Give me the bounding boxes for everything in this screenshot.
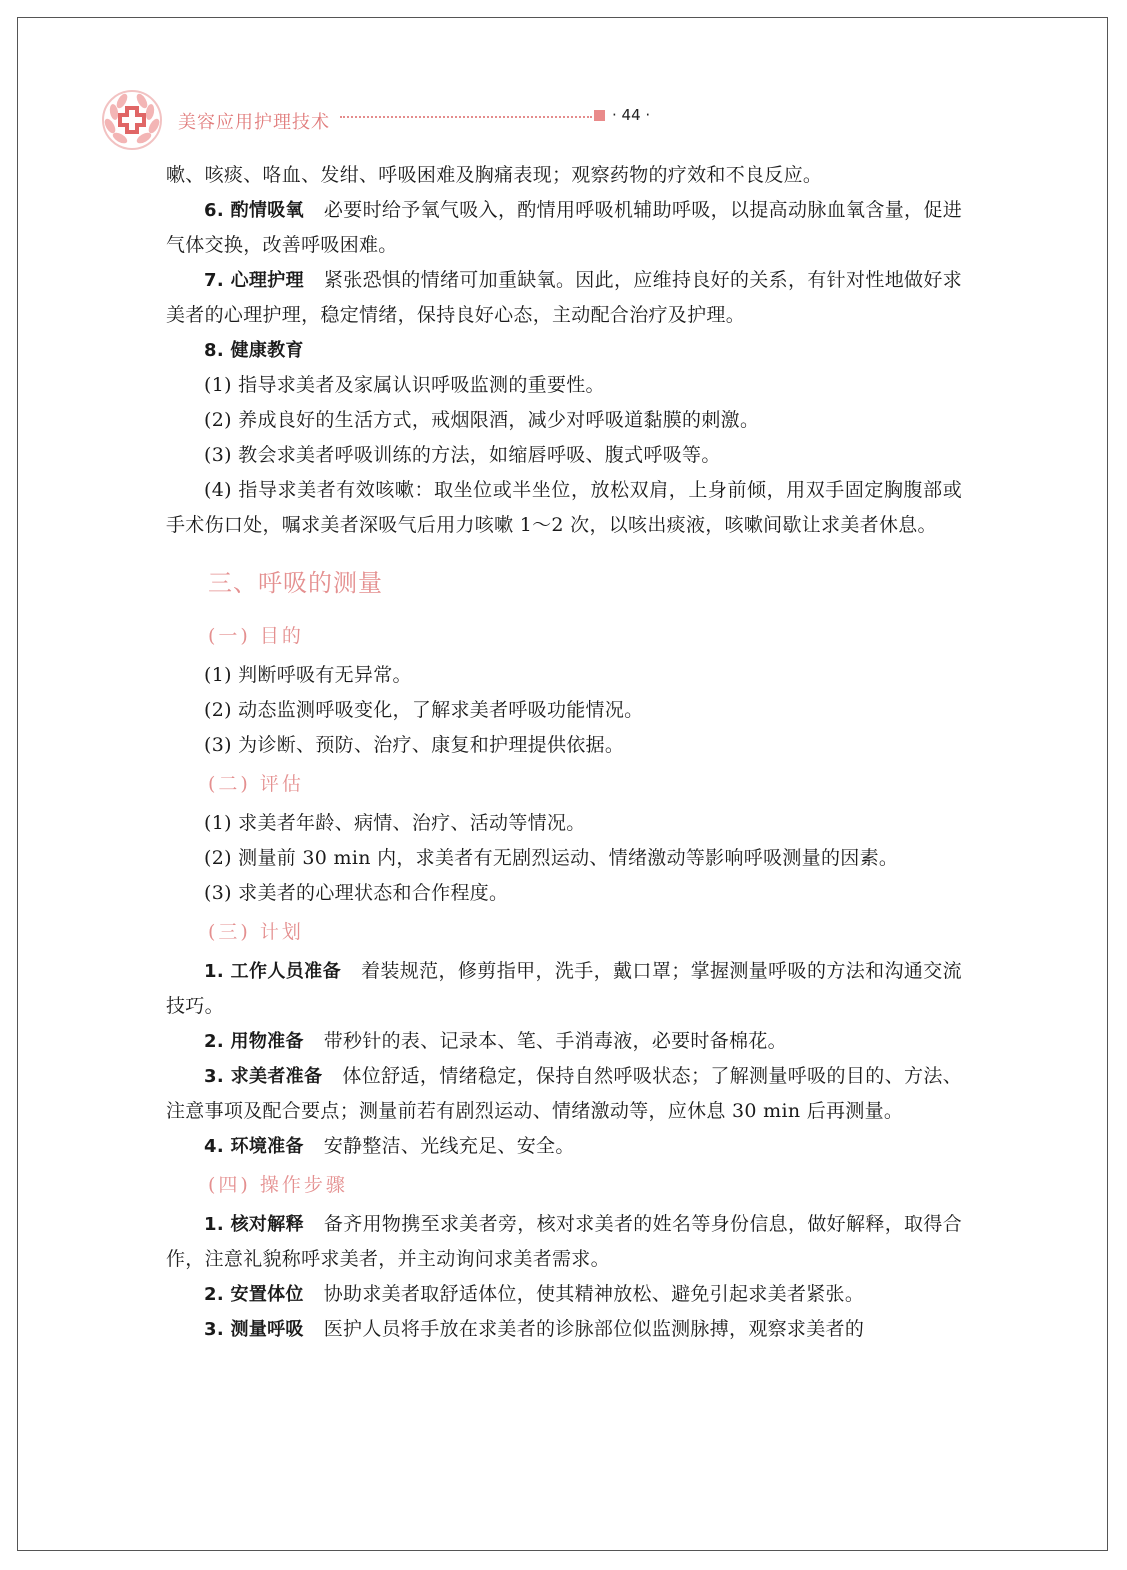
list-item: (2) 动态监测呼吸变化，了解求美者呼吸功能情况。 — [204, 699, 644, 721]
item-label: 7. 心理护理 — [204, 270, 304, 291]
item-text: 医护人员将手放在求美者的诊脉部位似监测脉搏，观察求美者的 — [323, 1318, 865, 1340]
item-label: 2. 安置体位 — [204, 1284, 304, 1305]
subsection-heading: (三) 计划 — [208, 921, 304, 943]
header-square-marker — [594, 110, 605, 121]
step-item — [166, 1277, 962, 1312]
list-item: (3) 求美者的心理状态和合作程度。 — [204, 882, 509, 904]
subsection-heading: (一) 目的 — [208, 625, 304, 647]
list-item: (2) 测量前 30 min 内，求美者有无剧烈运动、情绪激动等影响呼吸测量的因素。 — [204, 847, 899, 869]
step-item — [166, 1312, 962, 1347]
item-label: 8. 健康教育 — [204, 340, 304, 361]
item-oxygen — [166, 193, 962, 263]
item-label: 3. 测量呼吸 — [204, 1319, 304, 1340]
item-label: 1. 核对解释 — [204, 1214, 304, 1235]
item-text: 体位舒适，情绪稳定，保持自然呼吸状态；了解测量呼吸的目的、方法、注意事项及配合要点；测量前若有剧烈运动、情绪激动等，应休息 30 min 后再测量。 — [166, 1065, 963, 1122]
running-header — [100, 88, 651, 148]
plan-item — [166, 1059, 962, 1129]
paragraph: 嗽、咳痰、咯血、发绀、呼吸困难及胸痛表现；观察药物的疗效和不良反应。 — [166, 164, 823, 186]
item-health-education — [166, 333, 962, 368]
plan-item — [166, 1024, 962, 1059]
item-text: 着装规范，修剪指甲，洗手，戴口罩；掌握测量呼吸的方法和沟通交流技巧。 — [166, 960, 962, 1017]
item-label: 2. 用物准备 — [204, 1031, 304, 1052]
page-content — [166, 158, 962, 1347]
list-item: (3) 为诊断、预防、治疗、康复和护理提供依据。 — [204, 734, 625, 756]
item-text: 紧张恐惧的情绪可加重缺氧。因此，应维持良好的关系，有针对性地做好求美者的心理护理，稳定情绪，保持良好心态，主动配合治疗及护理。 — [166, 269, 962, 326]
list-item: (1) 指导求美者及家属认识呼吸监测的重要性。 — [204, 374, 605, 396]
item-label: 3. 求美者准备 — [204, 1066, 323, 1087]
subsection-heading: (二) 评估 — [208, 773, 304, 795]
list-item: (1) 判断呼吸有无异常。 — [204, 664, 412, 686]
item-text: 带秒针的表、记录本、笔、手消毒液，必要时备棉花。 — [323, 1030, 787, 1052]
item-label: 1. 工作人员准备 — [204, 961, 341, 982]
list-item: (3) 教会求美者呼吸训练的方法，如缩唇呼吸、腹式呼吸等。 — [204, 444, 721, 466]
list-item: (4) 指导求美者有效咳嗽：取坐位或半坐位，放松双肩，上身前倾，用双手固定胸腹部或手术伤口处，嘱求美者深吸气后用力咳嗽 1～2 次，以咳出痰液，咳嗽间歇让求美者休息。 — [166, 479, 962, 536]
medical-cross-emblem-icon — [100, 88, 164, 152]
header-dotted-leader — [340, 116, 592, 120]
page-number: · 44 · — [612, 106, 651, 124]
step-item — [166, 1207, 962, 1277]
item-label: 6. 酌情吸氧 — [204, 200, 304, 221]
item-psychological-care — [166, 263, 962, 333]
plan-item — [166, 1129, 962, 1164]
plan-item — [166, 954, 962, 1024]
item-text: 协助求美者取舒适体位，使其精神放松、避免引起求美者紧张。 — [323, 1283, 865, 1305]
list-item: (1) 求美者年龄、病情、治疗、活动等情况。 — [204, 812, 586, 834]
section-heading: 三、呼吸的测量 — [208, 569, 383, 597]
item-text: 必要时给予氧气吸入，酌情用呼吸机辅助呼吸，以提高动脉血氧含量，促进气体交换，改善呼吸困难。 — [166, 199, 962, 256]
subsection-heading: (四) 操作步骤 — [208, 1174, 348, 1196]
item-text: 备齐用物携至求美者旁，核对求美者的姓名等身份信息，做好解释，取得合作，注意礼貌称呼求美者，并主动询问求美者需求。 — [166, 1213, 962, 1270]
list-item: (2) 养成良好的生活方式，戒烟限酒，减少对呼吸道黏膜的刺激。 — [204, 409, 760, 431]
item-text: 安静整洁、光线充足、安全。 — [323, 1135, 575, 1157]
item-label: 4. 环境准备 — [204, 1136, 304, 1157]
book-title: 美容应用护理技术 — [178, 112, 330, 133]
